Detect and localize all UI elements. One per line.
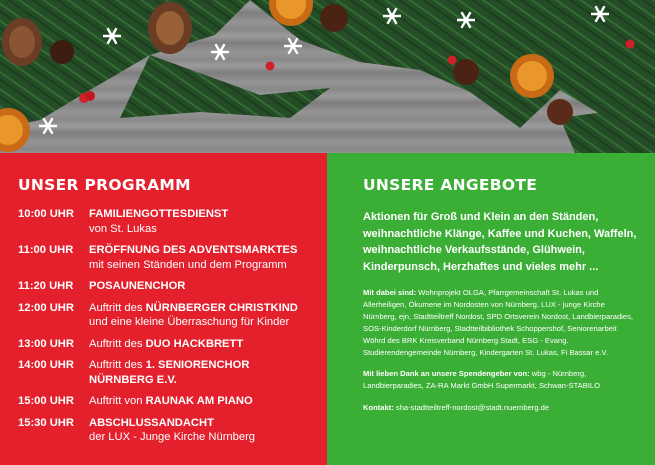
program-description <box>89 301 327 330</box>
program-item <box>18 416 327 445</box>
program-line-highlight: ABSCHLUSSANDACHT <box>89 416 214 429</box>
program-line <box>89 373 327 388</box>
program-time: 15:00 UHR <box>18 395 74 407</box>
program-item <box>18 279 327 294</box>
program-line-highlight: DUO HACKBRETT <box>145 337 244 350</box>
program-line <box>89 258 327 273</box>
program-line-highlight: 1. SENIORENCHOR <box>145 359 250 371</box>
program-line <box>89 243 327 258</box>
program-line-highlight: NÜRNBERG E.V. <box>89 373 177 386</box>
program-line <box>89 207 327 222</box>
sponsors-list: wbg - Nürnberg, Landbierparadies, ZA-RA Markt GmbH Supermarkt, Schwan-STABILO <box>363 369 601 391</box>
program-line <box>89 394 327 409</box>
program-line-highlight: FAMILIENGOTTESDIENST <box>89 208 229 220</box>
program-line-text: mit seinen Ständen und dem Programm <box>89 258 287 271</box>
program-description <box>89 394 327 409</box>
program-line-highlight: ERÖFFNUNG DES ADVENTSMARKTES <box>89 244 298 256</box>
program-time: 11:00 UHR <box>18 244 74 256</box>
program-line-text: und eine kleine Überraschung für Kinder <box>89 316 290 328</box>
program-line <box>89 358 327 373</box>
program-line <box>89 315 327 330</box>
program-title: UNSER PROGRAMM <box>18 176 191 194</box>
offers-panel <box>327 153 655 465</box>
program-panel <box>0 153 327 465</box>
program-time: 10:00 UHR <box>18 208 74 220</box>
chestnut <box>453 59 479 85</box>
program-description <box>89 416 327 445</box>
offers-title: UNSERE ANGEBOTE <box>363 176 538 194</box>
program-time: 15:30 UHR <box>18 416 74 429</box>
program-line <box>89 279 327 294</box>
contact-label: Kontakt: <box>363 403 394 413</box>
contact-text <box>363 402 637 414</box>
program-line-text: Auftritt des <box>89 337 146 350</box>
program-description <box>89 243 327 272</box>
program-line <box>89 222 327 237</box>
program-time: 14:00 UHR <box>18 359 74 371</box>
partners-list: Wohnprojekt OLGA, Pfarrgemeinschaft St. Lukas und Allerheiligen, Ökumene im Nordosten von Nürnberg, LUX - junge Kirche Nürnberg, ejn, Stadtteiltreff Nordost, SPD Ortsverein Nordost, Landbierparadies, SOS-Kinderdorf Nürnberg, Stadtteilbibliothek Schoppershof, Seniorenarbeit Wöhrd des BRK Kreisverband Nürnberg Stadt, ESG - Evang. Studierendengemeinde Nürnberg, Kindergarten St. Lukas, Fi Bassar e.V. <box>363 288 633 357</box>
program-line-text: der LUX - Junge Kirche Nürnberg <box>89 431 256 443</box>
program-line <box>89 416 327 431</box>
program-line <box>89 430 327 445</box>
program-list <box>18 207 327 445</box>
program-line-text: Auftritt von <box>89 395 146 407</box>
chestnut <box>547 99 573 125</box>
contact-email[interactable]: sha-stadtteiltreff-nordost@stadt.nuernberg.de <box>393 403 550 413</box>
program-item <box>18 301 327 330</box>
chestnut <box>50 40 74 64</box>
program-description <box>89 207 327 236</box>
sponsors-label: Mit lieben Dank an unsere Spendengeber von: <box>363 369 530 379</box>
program-item <box>18 358 327 387</box>
offers-intro: Aktionen für Groß und Klein an den Ständen, weihnachtliche Klänge, Kaffee und Kuchen, Waffeln, weihnachtliche Verkaufsstände, Glühwein, Kinderpunsch, Herzhaftes und vieles mehr ... <box>363 211 637 273</box>
program-description <box>89 358 327 387</box>
program-description <box>89 279 327 294</box>
program-item <box>18 243 327 272</box>
program-line-text: Auftritt des <box>89 301 146 314</box>
partners-text <box>363 287 637 358</box>
program-line-highlight: RAUNAK AM PIANO <box>145 395 253 407</box>
program-item <box>18 394 327 409</box>
program-line-text: von St. Lukas <box>89 222 157 235</box>
program-item <box>18 337 327 352</box>
program-time: 13:00 UHR <box>18 337 74 350</box>
program-time: 12:00 UHR <box>18 301 74 314</box>
program-line-highlight: POSAUNENCHOR <box>89 280 186 292</box>
program-line-text: Auftritt des <box>89 359 146 371</box>
program-line <box>89 301 327 316</box>
sponsors-text <box>363 368 637 392</box>
christmas-header-photo <box>0 0 655 153</box>
program-item <box>18 207 327 236</box>
program-time: 11:20 UHR <box>18 280 74 292</box>
chestnut <box>320 4 348 32</box>
program-description <box>89 337 327 352</box>
program-line-highlight: NÜRNBERGER CHRISTKIND <box>145 301 298 314</box>
program-line <box>89 337 327 352</box>
partners-label: Mit dabei sind: <box>363 288 417 297</box>
